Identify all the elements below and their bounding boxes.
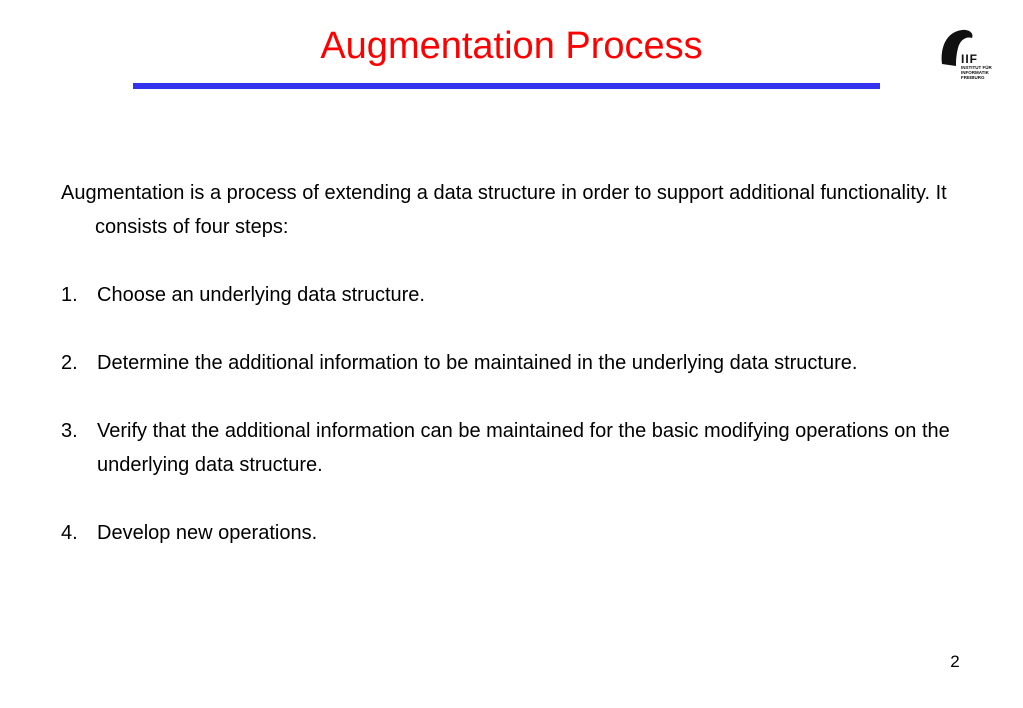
step-text: Determine the additional information to be maintained in the underlying data structure. bbox=[97, 352, 858, 374]
list-item bbox=[61, 516, 961, 550]
logo-abbreviation: IIF bbox=[961, 52, 978, 66]
step-number: 3. bbox=[61, 420, 78, 442]
institute-logo bbox=[935, 26, 995, 84]
logo-line: INFORMATIK bbox=[961, 70, 989, 75]
logo-line: FREIBURG bbox=[961, 75, 985, 80]
list-item bbox=[61, 414, 961, 482]
logo-line: INSTITUT FÜR bbox=[961, 65, 992, 70]
step-number: 4. bbox=[61, 522, 78, 544]
page-number: 2 bbox=[950, 652, 960, 671]
step-text: Choose an underlying data structure. bbox=[97, 284, 425, 306]
list-item bbox=[61, 346, 961, 380]
slide-title: Augmentation Process bbox=[320, 25, 703, 67]
step-text: Develop new operations. bbox=[97, 522, 318, 544]
slide-body bbox=[61, 176, 961, 584]
title-underline bbox=[133, 83, 880, 89]
step-number: 2. bbox=[61, 352, 78, 374]
step-number: 1. bbox=[61, 284, 78, 306]
logo-subtitle bbox=[961, 65, 992, 80]
intro-paragraph: Augmentation is a process of extending a data structure in order to support additional functionality. It consists of four steps: bbox=[61, 182, 947, 238]
step-text: Verify that the additional information can be maintained for the basic modifying operations on the underlying data structure. bbox=[97, 420, 950, 476]
list-item bbox=[61, 278, 961, 312]
